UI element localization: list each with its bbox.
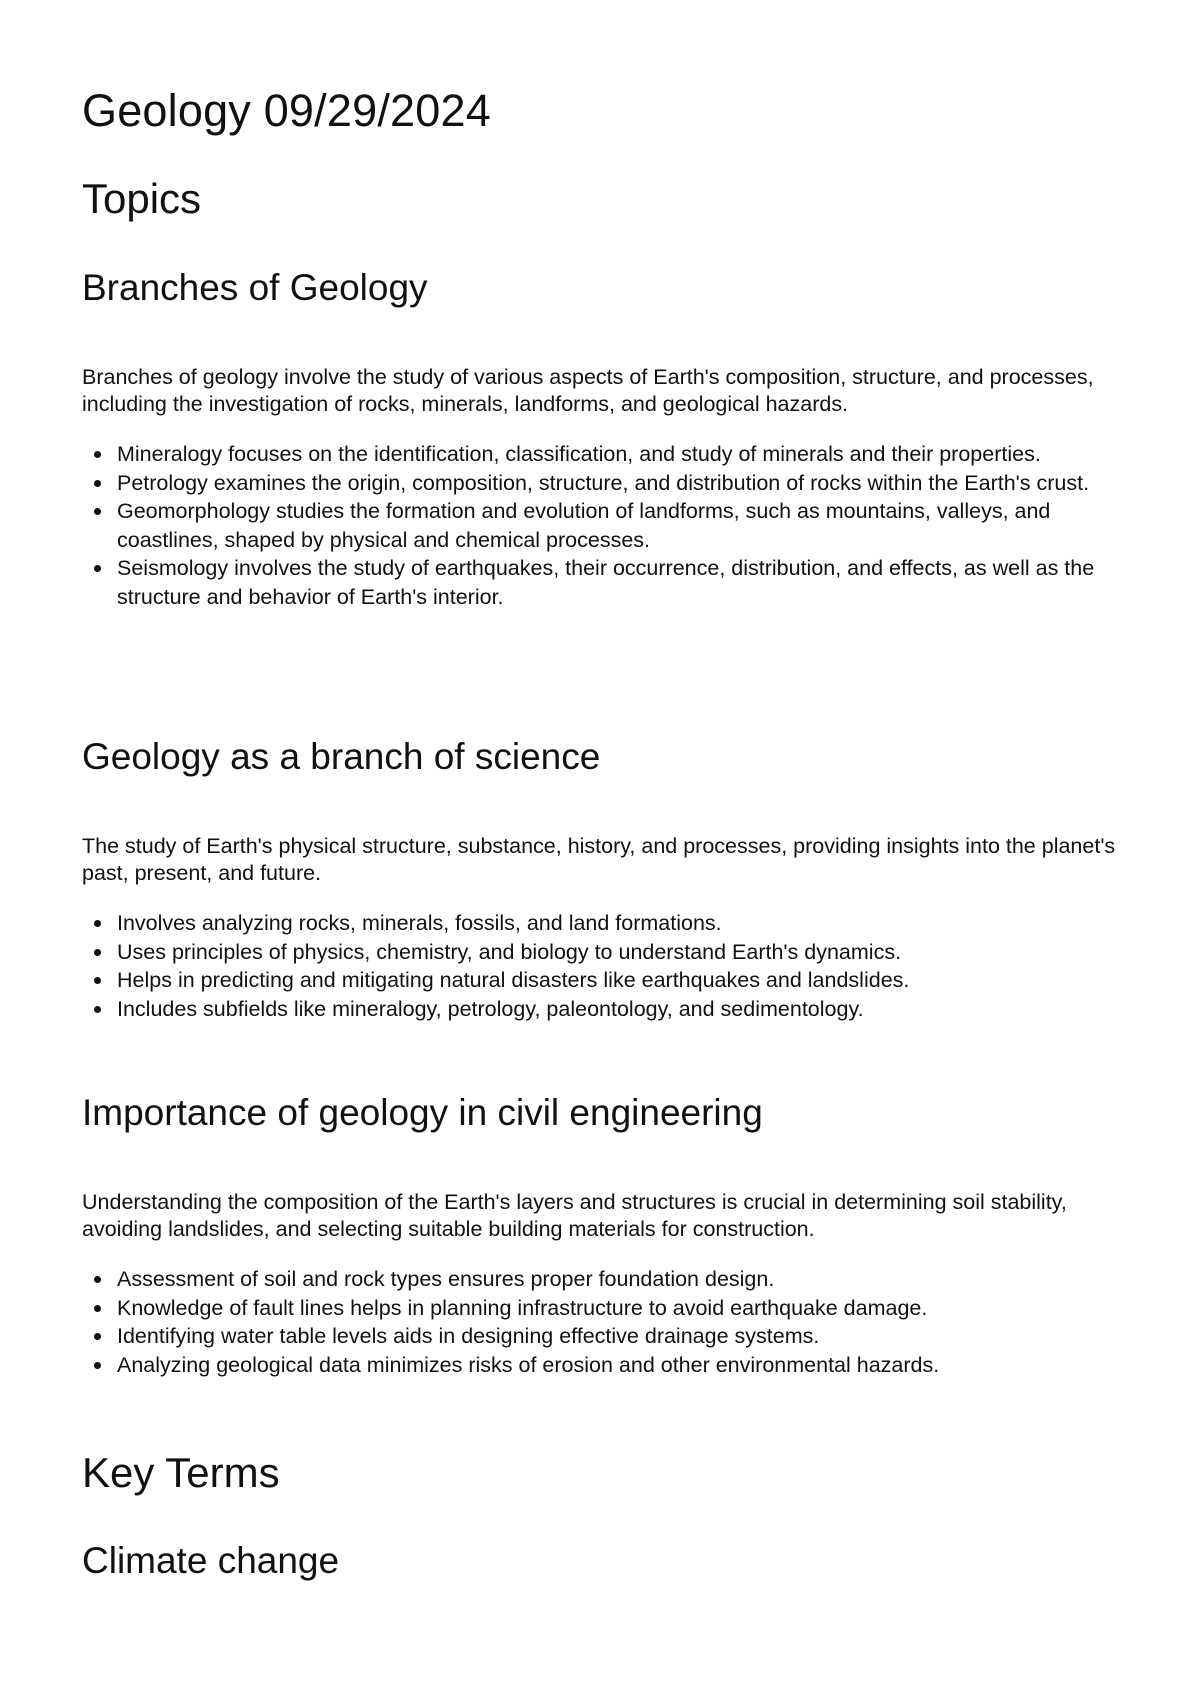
section-geology-civil-engineering <box>82 1089 1132 1377</box>
list-item <box>82 440 1127 469</box>
key-terms-heading: Key Terms <box>82 1449 280 1496</box>
section-geology-as-science <box>82 733 1132 1021</box>
section-heading: Branches of Geology <box>82 267 428 308</box>
list-item-text: Involves analyzing rocks, minerals, fossils, and land formations. <box>117 911 722 935</box>
list-item-text: Petrology examines the origin, composition, structure, and distribution of rocks within the Earth's crust. <box>117 470 1090 495</box>
list-item-text: Uses principles of physics, chemistry, and biology to understand Earth's dynamics. <box>117 939 902 964</box>
list-item <box>82 1351 1127 1380</box>
key-term-heading: Climate change <box>82 1540 340 1581</box>
list-item <box>82 497 1127 554</box>
list-item <box>82 469 1127 498</box>
list-item-text: Seismology involves the study of earthquakes, their occurrence, distribution, and effects, as well as the structure and behavior of Earth's interior. <box>117 556 1095 609</box>
bullet-list <box>82 909 1127 1023</box>
list-item-text: Identifying water table levels aids in designing effective drainage systems. <box>117 1324 820 1348</box>
topics-heading: Topics <box>82 175 202 222</box>
section-summary: Branches of geology involve the study of various aspects of Earth's composition, structure, and processes, including the investigation of rocks, minerals, landforms, and geological hazards. <box>82 365 1094 416</box>
list-item-text: Mineralogy focuses on the identification, classification, and study of minerals and their properties. <box>117 442 1041 466</box>
bullet-icon <box>94 977 101 984</box>
bullet-icon <box>94 1362 101 1369</box>
bullet-icon <box>94 1333 101 1340</box>
bullet-list <box>82 440 1127 611</box>
list-item <box>82 995 1127 1024</box>
list-item-text: Geomorphology studies the formation and evolution of landforms, such as mountains, valleys, and coastlines, shaped by physical and chemical processes. <box>117 499 1051 552</box>
list-item <box>82 1265 1127 1294</box>
section-branches-of-geology <box>82 264 1132 609</box>
bullet-icon <box>94 451 101 458</box>
bullet-icon <box>94 920 101 927</box>
bullet-icon <box>94 1305 101 1312</box>
bullet-icon <box>94 480 101 487</box>
list-item <box>82 966 1127 995</box>
list-item <box>82 1294 1127 1323</box>
bullet-list <box>82 1265 1127 1379</box>
list-item-text: Assessment of soil and rock types ensures proper foundation design. <box>117 1267 775 1291</box>
bullet-icon <box>94 565 101 572</box>
list-item <box>82 938 1127 967</box>
section-heading: Geology as a branch of science <box>82 736 601 777</box>
section-heading: Importance of geology in civil engineering <box>82 1092 763 1133</box>
list-item <box>82 1322 1127 1351</box>
list-item-text: Includes subfields like mineralogy, petrology, paleontology, and sedimentology. <box>117 996 864 1021</box>
document-title: Geology 09/29/2024 <box>82 85 491 136</box>
bullet-icon <box>94 1006 101 1013</box>
bullet-icon <box>94 949 101 956</box>
section-summary: The study of Earth's physical structure, substance, history, and processes, providing insights into the planet's past, present, and future. <box>82 834 1116 885</box>
bullet-icon <box>94 1276 101 1283</box>
list-item <box>82 554 1127 611</box>
section-summary: Understanding the composition of the Earth's layers and structures is crucial in determining soil stability, avoiding landslides, and selecting suitable building materials for construction. <box>82 1190 1067 1241</box>
list-item-text: Analyzing geological data minimizes risks of erosion and other environmental hazards. <box>117 1352 940 1377</box>
bullet-icon <box>94 508 101 515</box>
list-item-text: Knowledge of fault lines helps in planning infrastructure to avoid earthquake damage. <box>117 1295 928 1320</box>
list-item-text: Helps in predicting and mitigating natural disasters like earthquakes and landslides. <box>117 968 910 992</box>
list-item <box>82 909 1127 938</box>
